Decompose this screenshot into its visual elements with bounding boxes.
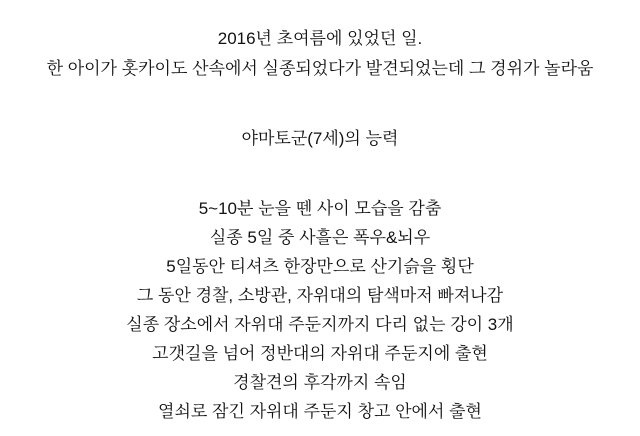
ability-list (6, 194, 634, 426)
list-item: 경찰견의 후각까지 속임 (233, 373, 407, 392)
list-item: 5일동안 티셔츠 한장만으로 산기슭을 횡단 (166, 257, 474, 276)
list-item: 열쇠로 잠긴 자위대 주둔지 창고 안에서 출현 (158, 402, 482, 421)
list-item: 실종 장소에서 자위대 주둔지까지 다리 없는 강이 3개 (126, 315, 514, 334)
list-item: 실종 5일 중 사흘은 폭우&뇌우 (209, 228, 431, 247)
page-title: 야마토군(7세)의 능력 (241, 129, 399, 148)
list-item: 그 동안 경찰, 소방관, 자위대의 탐색마저 빠져나감 (136, 286, 504, 305)
list-item: 5~10분 눈을 뗀 사이 모습을 감춤 (198, 199, 442, 218)
intro-block (47, 24, 594, 84)
intro-line-2: 한 아이가 홋카이도 산속에서 실종되었다가 발견되었는데 그 경위가 놀라움 (46, 59, 594, 78)
intro-line-1: 2016년 초여름에 있었던 일. (217, 29, 423, 48)
list-item: 고갯길을 넘어 정반대의 자위대 주둔지에 출현 (152, 344, 488, 363)
